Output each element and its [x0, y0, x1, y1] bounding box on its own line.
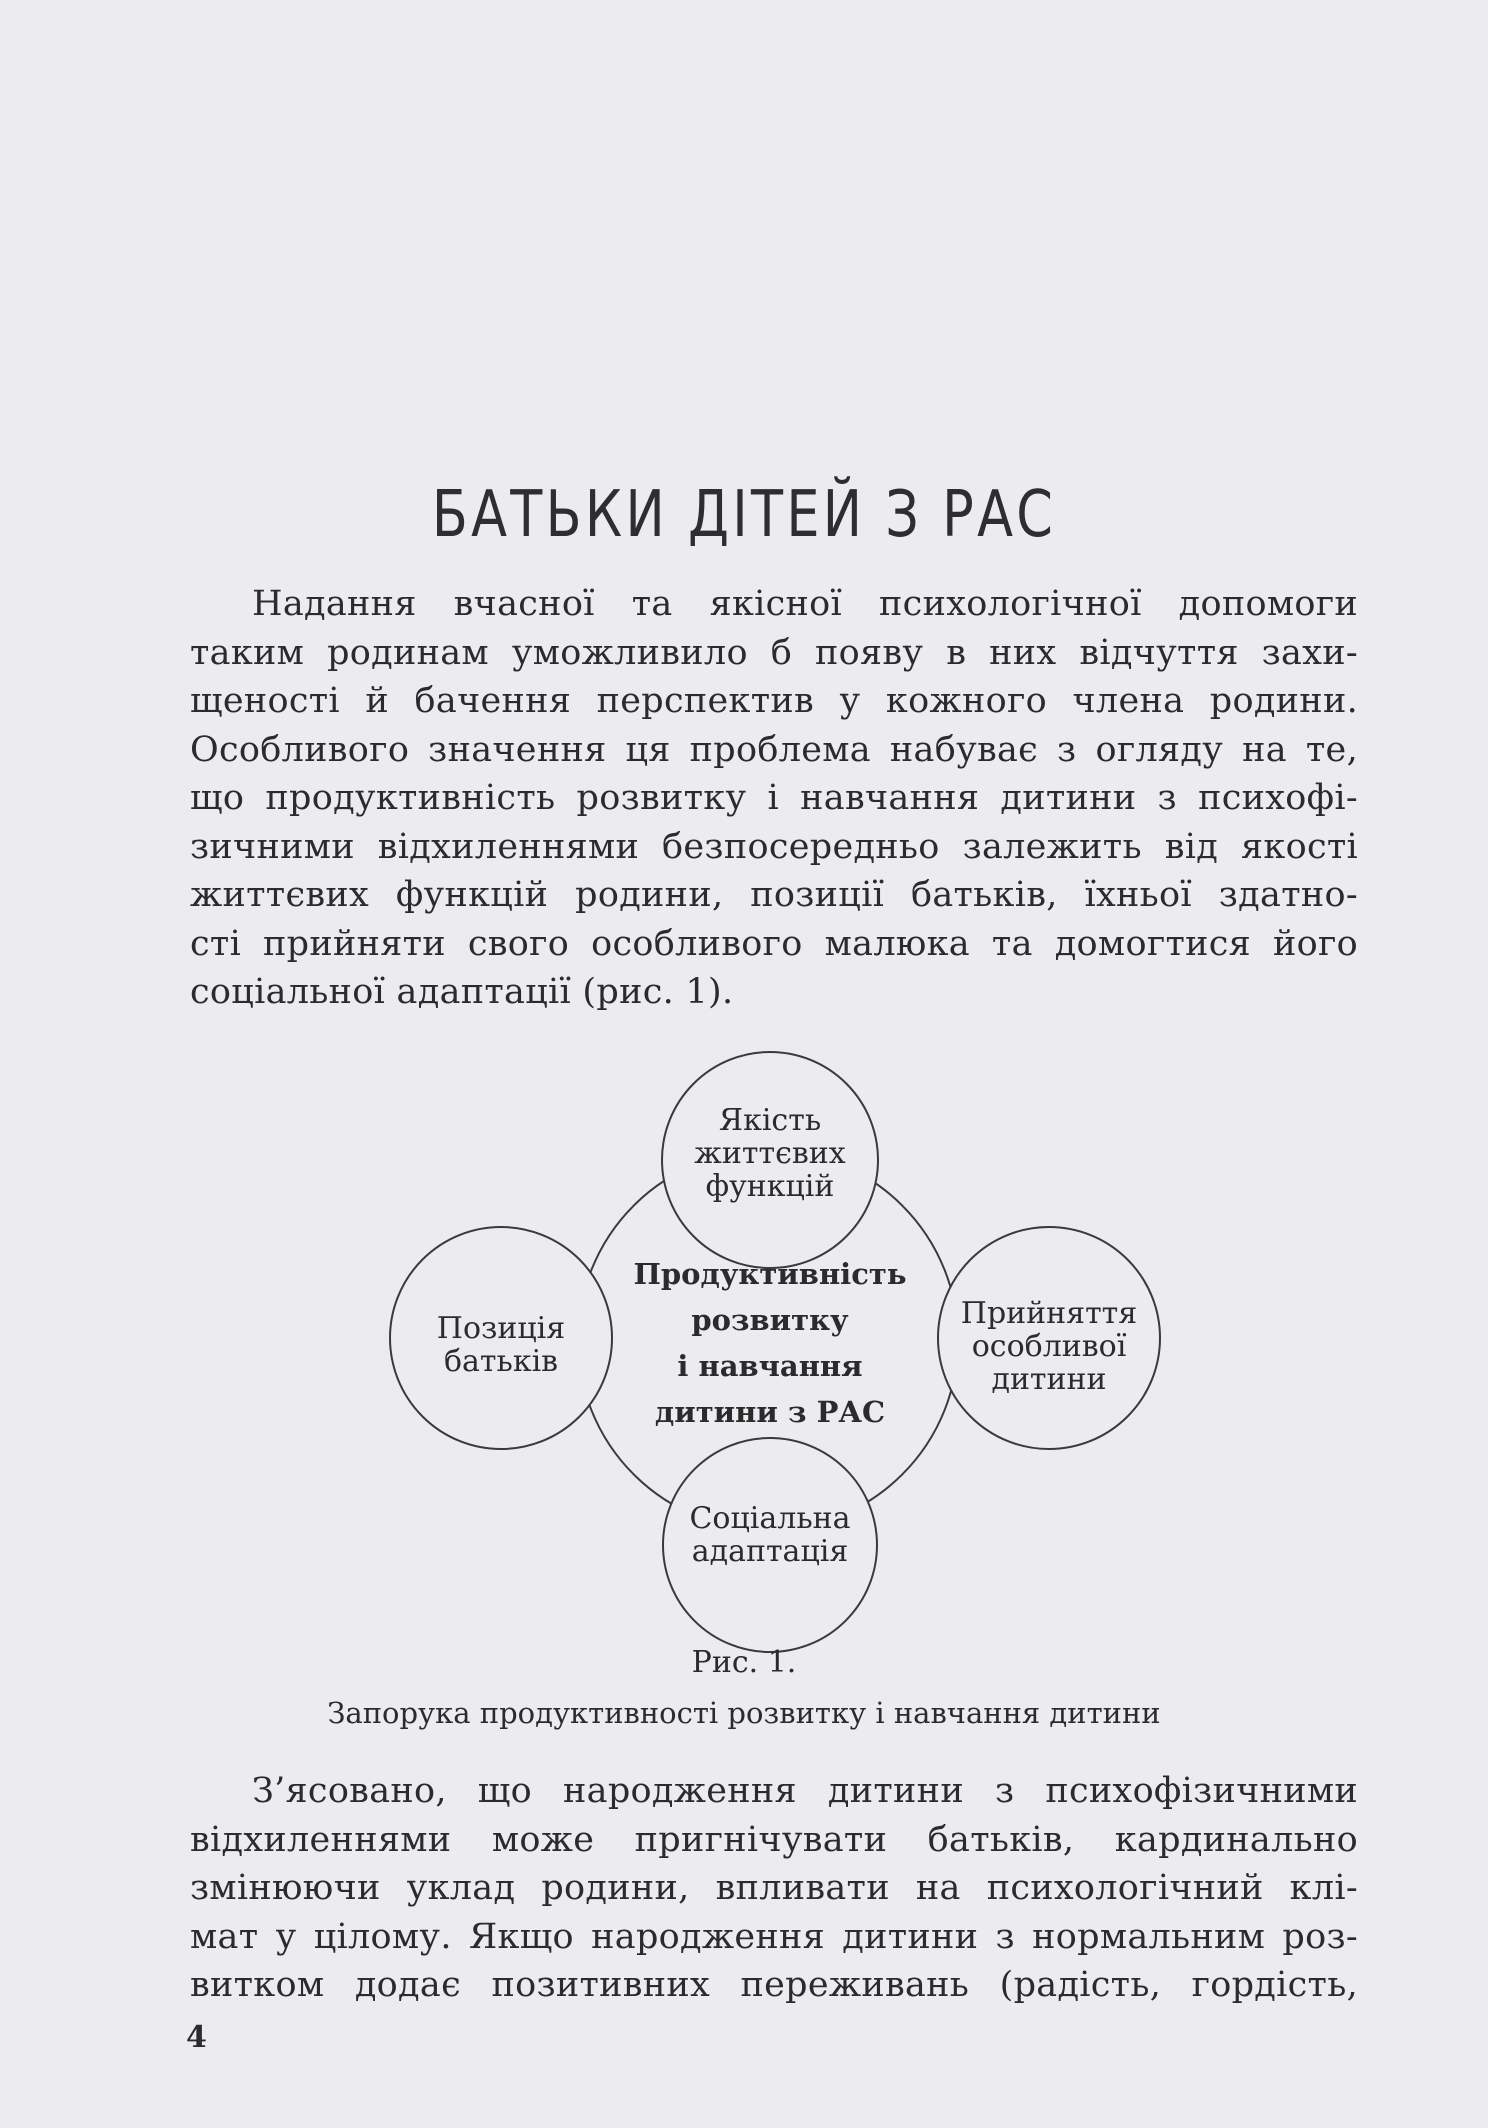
top-label-1: Якість — [718, 1103, 822, 1138]
bottom-label-2: адаптація — [691, 1534, 849, 1569]
center-label-1: Продуктивність — [633, 1257, 907, 1291]
page-number: 4 — [186, 2020, 207, 2055]
text-line: таким родинам уможливило б появу в них відчуття захи- — [190, 632, 1358, 673]
center-label-4: дитини з РАС — [654, 1395, 886, 1429]
right-label-2: особливої — [971, 1329, 1127, 1364]
text-line: З’ясовано, що народження дитини з психофізичними — [252, 1771, 1358, 1811]
figure-caption-text: Запорука продуктивності розвитку і навчання дитини — [327, 1696, 1161, 1730]
paragraph-second — [190, 1767, 1358, 2010]
text-line: життєвих функцій родини, позиції батьків, їхньої здатно- — [190, 875, 1358, 915]
text-line: зичними відхиленнями безпосередньо залежить від якості — [190, 826, 1358, 867]
left-label-2: батьків — [443, 1344, 559, 1379]
text-line: змінюючи уклад родини, впливати на психологічний клі- — [190, 1868, 1358, 1908]
bottom-label-1: Соціальна — [689, 1501, 851, 1536]
text-line: що продуктивність розвитку і навчання дитини з психофі- — [190, 778, 1358, 818]
figure-caption-label: Рис. 1. — [691, 1645, 797, 1680]
text-line: Особливого значення ця проблема набуває з огляду на те, — [190, 729, 1358, 770]
text-line: соціальної адаптації (рис. 1). — [190, 972, 734, 1012]
text-line: мат у цілому. Якщо народження дитини з нормальним роз- — [190, 1916, 1358, 1957]
text-line: щеності й бачення перспектив у кожного члена родини. — [190, 681, 1358, 721]
left-label-1: Позиція — [436, 1311, 566, 1346]
chapter-title: БАТЬКИ ДІТЕЙ З РАС — [431, 478, 1057, 552]
text-line: витком додає позитивних переживань (радість, гордість, — [190, 1965, 1358, 2005]
right-label-3: дитини — [991, 1362, 1107, 1397]
center-label-2: розвитку — [691, 1303, 849, 1337]
text-line: сті прийняти свого особливого малюка та домогтися його — [190, 923, 1358, 964]
text-line: Надання вчасної та якісної психологічної допомоги — [252, 584, 1358, 624]
center-label-3: і навчання — [677, 1349, 863, 1383]
top-label-3: функцій — [705, 1169, 835, 1204]
top-label-2: життєвих — [694, 1136, 846, 1171]
text-line: відхиленнями може пригнічувати батьків, кардинально — [190, 1819, 1358, 1860]
right-label-1: Прийняття — [960, 1296, 1138, 1331]
